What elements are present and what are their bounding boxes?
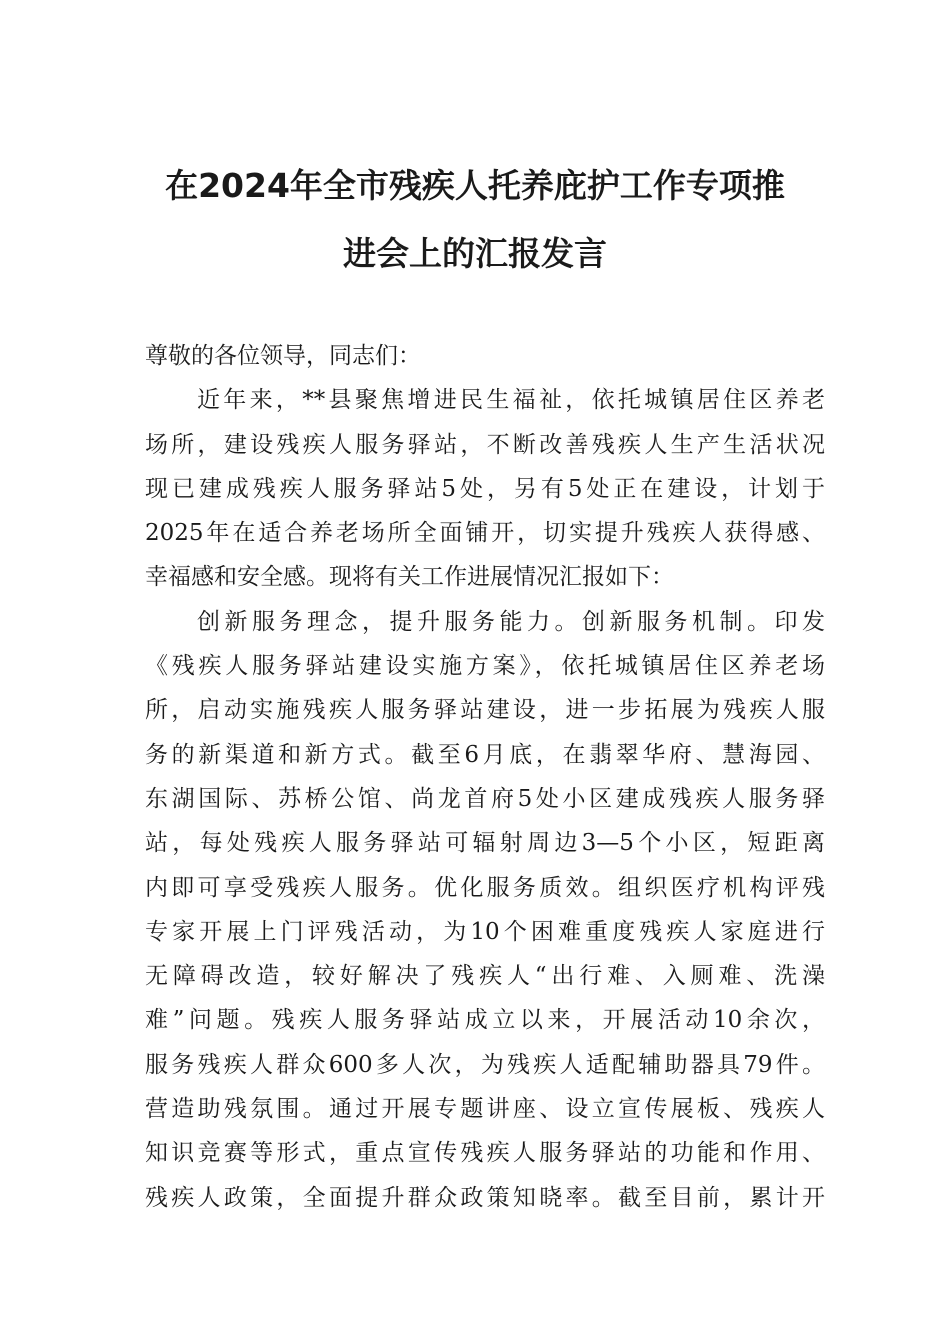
paragraph-line: 近年来，**县聚焦增进民生福祉，依托城镇居住区养老 <box>197 387 825 414</box>
paragraph-line: 难”问题。残疾人服务驿站成立以来，开展活动10余次， <box>145 1007 825 1034</box>
document-title-line-2: 进会上的汇报发言 <box>343 234 607 273</box>
document-title-line-1: 在2024年全市残疾人托养庇护工作专项推 <box>165 166 785 205</box>
paragraph-line: 站，每处残疾人服务驿站可辐射周边3—5个小区，短距离 <box>145 830 825 857</box>
paragraph-line: 东湖国际、苏桥公馆、尚龙首府5处小区建成残疾人服务驿 <box>145 785 825 812</box>
paragraph-line: 营造助残氛围。通过开展专题讲座、设立宣传展板、残疾人 <box>145 1096 825 1123</box>
paragraph-line: 知识竞赛等形式，重点宣传残疾人服务驿站的功能和作用、 <box>145 1140 825 1167</box>
paragraph-line: 所，启动实施残疾人服务驿站建设，进一步拓展为残疾人服 <box>145 697 825 724</box>
paragraph-line: 场所，建设残疾人服务驿站，不断改善残疾人生产生活状况 <box>145 431 825 458</box>
paragraph-line: 创新服务理念，提升服务能力。创新服务机制。印发 <box>197 608 825 635</box>
paragraph-line: 务的新渠道和新方式。截至6月底，在翡翠华府、慧海园、 <box>145 741 825 768</box>
paragraph-line: 幸福感和安全感。现将有关工作进展情况汇报如下： <box>145 564 674 591</box>
paragraph-line: 无障碍改造，较好解决了残疾人“出行难、入厕难、洗澡 <box>145 963 825 990</box>
paragraph-line: 服务残疾人群众600多人次，为残疾人适配辅助器具79件。 <box>145 1051 825 1078</box>
paragraph-line: 专家开展上门评残活动，为10个困难重度残疾人家庭进行 <box>145 918 825 945</box>
document-body <box>145 334 825 1220</box>
paragraph-line: 《残疾人服务驿站建设实施方案》，依托城镇居住区养老场 <box>145 653 825 680</box>
paragraph-line: 2025年在适合养老场所全面铺开，切实提升残疾人获得感、 <box>145 520 825 547</box>
paragraph-line: 残疾人政策，全面提升群众政策知晓率。截至目前，累计开 <box>145 1184 825 1211</box>
salutation: 尊敬的各位领导，同志们： <box>145 343 421 369</box>
paragraph-line: 内即可享受残疾人服务。优化服务质效。组织医疗机构评残 <box>145 874 825 901</box>
paragraph-line: 现已建成残疾人服务驿站5处，另有5处正在建设，计划于 <box>145 475 825 502</box>
